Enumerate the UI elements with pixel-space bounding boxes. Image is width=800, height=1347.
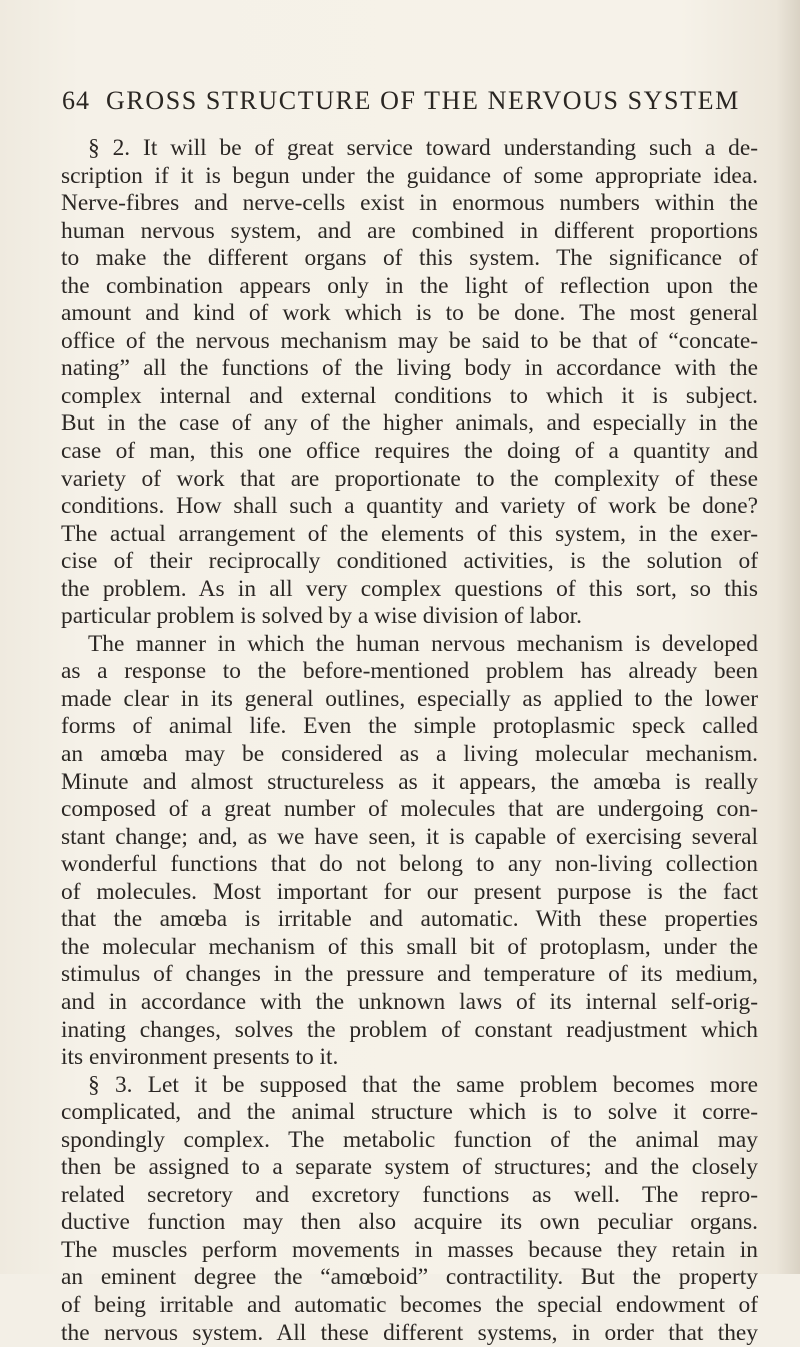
text-line: an amœba may be considered as a living molecular mechanism.	[61, 741, 758, 768]
text-line: The actual arrangement of the elements of this system, in the exer-	[61, 520, 758, 547]
text-line: stant change; and, as we have seen, it is capable of exercising several	[61, 823, 758, 850]
text-line: to make the different organs of this system. The significance of	[61, 245, 758, 272]
text-line: related secretory and excretory functions as well. The repro-	[61, 1181, 758, 1208]
text-line: ductive function may then also acquire its own peculiar organs.	[61, 1209, 758, 1236]
text-line: Nerve-fibres and nerve-cells exist in enormous numbers within the	[61, 190, 758, 217]
text-line: § 3. Let it be supposed that the same problem becomes more	[88, 1071, 758, 1098]
text-line: The manner in which the human nervous mechanism is developed	[88, 630, 758, 657]
text-line: amount and kind of work which is to be done. The most general	[61, 300, 758, 327]
text-line: spondingly complex. The metabolic function of the animal may	[61, 1126, 758, 1153]
running-head: GROSS STRUCTURE OF THE NERVOUS SYSTEM	[106, 86, 740, 115]
text-line: office of the nervous mechanism may be said to be that of “concate-	[61, 327, 758, 354]
text-line: then be assigned to a separate system of structures; and the closely	[61, 1154, 758, 1181]
text-line: scription if it is begun under the guidance of some appropriate idea.	[61, 162, 758, 189]
text-line: Minute and almost structureless as it appears, the amœba is really	[61, 768, 758, 795]
text-line: complicated, and the animal structure which is to solve it corre-	[61, 1099, 758, 1126]
text-line: composed of a great number of molecules that are undergoing con-	[61, 796, 758, 823]
text-line: conditions. How shall such a quantity and variety of work be done?	[61, 493, 758, 520]
body-text	[61, 135, 758, 1347]
text-line: But in the case of any of the higher animals, and especially in the	[61, 410, 758, 437]
text-line: as a response to the before-mentioned problem has already been	[61, 658, 758, 685]
text-line: an eminent degree the “amœboid” contractility. But the property	[61, 1264, 758, 1291]
text-line: its environment presents to it.	[61, 1044, 339, 1071]
text-line: inating changes, solves the problem of constant readjustment which	[61, 1016, 758, 1043]
text-line: the problem. As in all very complex questions of this sort, so this	[61, 575, 758, 602]
text-line: the combination appears only in the light of reflection upon the	[61, 272, 758, 299]
text-line: wonderful functions that do not belong to any non-living collection	[61, 851, 758, 878]
text-line: the molecular mechanism of this small bit of protoplasm, under the	[61, 933, 758, 960]
text-line: the nervous system. All these different systems, in order that they	[61, 1319, 758, 1346]
text-line: and in accordance with the unknown laws of its internal self-orig-	[61, 988, 758, 1015]
text-line: variety of work that are proportionate to the complexity of these	[61, 465, 758, 492]
text-line: stimulus of changes in the pressure and temperature of its medium,	[61, 961, 758, 988]
text-line: of molecules. Most important for our present purpose is the fact	[61, 878, 758, 905]
text-line: § 2. It will be of great service toward understanding such a de-	[88, 135, 758, 161]
text-line: nating” all the functions of the living body in accordance with the	[61, 355, 758, 382]
page-header	[62, 86, 762, 126]
text-line: particular problem is solved by a wise division of labor.	[61, 603, 582, 630]
text-line: made clear in its general outlines, especially as applied to the lower	[61, 685, 758, 712]
text-line: case of man, this one office requires the doing of a quantity and	[61, 438, 758, 465]
text-line: The muscles perform movements in masses because they retain in	[61, 1236, 758, 1263]
text-line: that the amœba is irritable and automatic. With these properties	[61, 906, 758, 933]
page-number: 64	[62, 86, 90, 115]
text-line: complex internal and external conditions to which it is subject.	[61, 382, 758, 409]
text-line: of being irritable and automatic becomes the special endowment of	[61, 1291, 758, 1318]
text-line: human nervous system, and are combined in different proportions	[61, 217, 758, 244]
text-line: cise of their reciprocally conditioned activities, is the solution of	[61, 548, 758, 575]
text-line: forms of animal life. Even the simple protoplasmic speck called	[61, 713, 758, 740]
